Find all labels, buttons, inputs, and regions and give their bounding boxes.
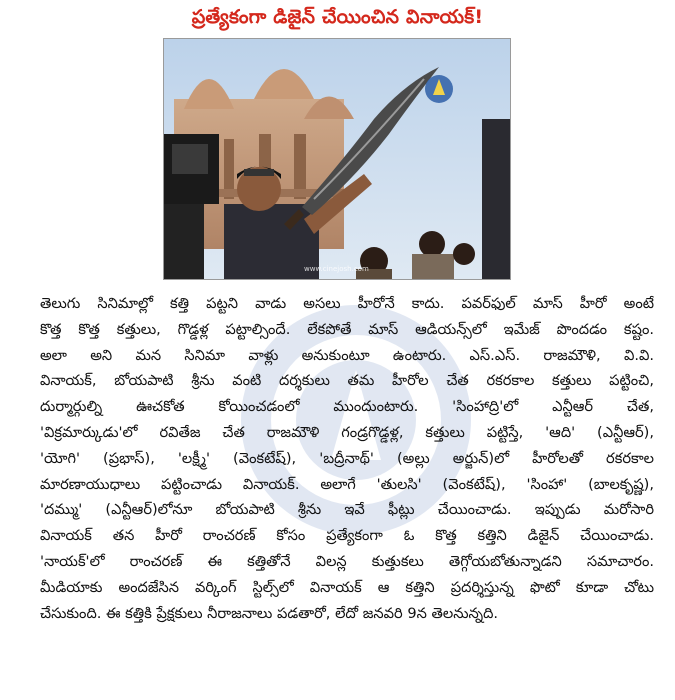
- photo-illustration: [164, 39, 510, 279]
- article-line: చేసుకుంది. ఈ కత్తికి ప్రేక్షకులు నీరాజనాలు పడతారో, లేదో జనవరి 9న తెలనున్నది.: [40, 604, 499, 622]
- article-line: దుర్మార్గుల్ని ఊచకోత కోయించడంలో ముందుంటారు. 'సింహాద్రి'లో ఎన్టీఆర్ చేత,: [40, 398, 654, 416]
- article-title: ప్రత్యేకంగా డిజైన్ చేయించిన వినాయక్!: [191, 6, 484, 28]
- article-line: తెలుగు సినిమాల్లో కత్తి పట్టని వాడు అసలు హీరోనే కాదు. పవర్‌ఫుల్ మాస్ హీరో అంటే: [40, 295, 654, 312]
- article-line: వినాయక్ తన హీరో రాంచరణ్ కోసం ప్రత్యేకంగా ఓ కొత్త కత్తిని డిజైన్ చేయించాడు.: [40, 527, 654, 545]
- article-line: కొత్త కొత్త కత్తులు, గొడ్డళ్ల పట్టాల్సిందే. లేకపోతే మాస్ ఆడియన్స్‌లో ఇమేజ్ పొందడం కష్టం.: [40, 320, 654, 338]
- article-body: [40, 291, 654, 626]
- article-line: 'దమ్ము' (ఎన్టీఆర్)లోనూ బోయపాటి శ్రీను ఇవే ఫీట్లు చేయించాడు. ఇప్పుడు మరోసారి: [40, 501, 654, 519]
- channel-logo: [425, 75, 453, 103]
- article-line: 'యోగి' (ప్రభాస్), 'లక్ష్మీ' (వెంకటేష్), 'బద్రీనాథ్' (అల్లు అర్జున్)లో హీరోలతో రకరకాల: [40, 449, 654, 467]
- article-line: మీడియాకు అందజేసిన వర్కింగ్ స్టిల్స్‌లో వినాయక్ ఆ కత్తిని ప్రదర్శిస్తున్న ఫొటో కూడా చోటు: [40, 578, 654, 596]
- article-line: అలా అని మన సినిమా వాళ్లు అనుకుంటూ ఉంటారు. ఎస్.ఎస్. రాజమౌళి, వి.వి.: [40, 346, 654, 364]
- article-photo: [163, 38, 511, 280]
- article-line: వినాయక్, బోయపాటి శ్రీను వంటి దర్శకులు తమ హీరోల చేత రకరకాల కత్తులు పట్టించి,: [40, 372, 654, 390]
- photo-watermark: www.cinejosh.com: [304, 265, 369, 273]
- article-line: 'విక్రమార్కుడు'లో రవితేజ చేత రాజమౌళి గండ్రగొడ్డళ్ల, కత్తులు పట్టిస్తే, 'ఆది' (ఎన్టీఆర్),: [40, 423, 654, 441]
- article-line: మారణాయుధాలు పట్టించాడు వినాయక్. అలాగే 'తులసి' (వెంకటేష్), 'సింహా' (బాలకృష్ణ),: [40, 475, 654, 493]
- article-line: 'నాయక్'లో రాంచరణ్ ఈ కత్తితోనే విలన్ల కుత్తుకలు తెగ్గోయబోతున్నాడని సమాచారం.: [40, 552, 654, 570]
